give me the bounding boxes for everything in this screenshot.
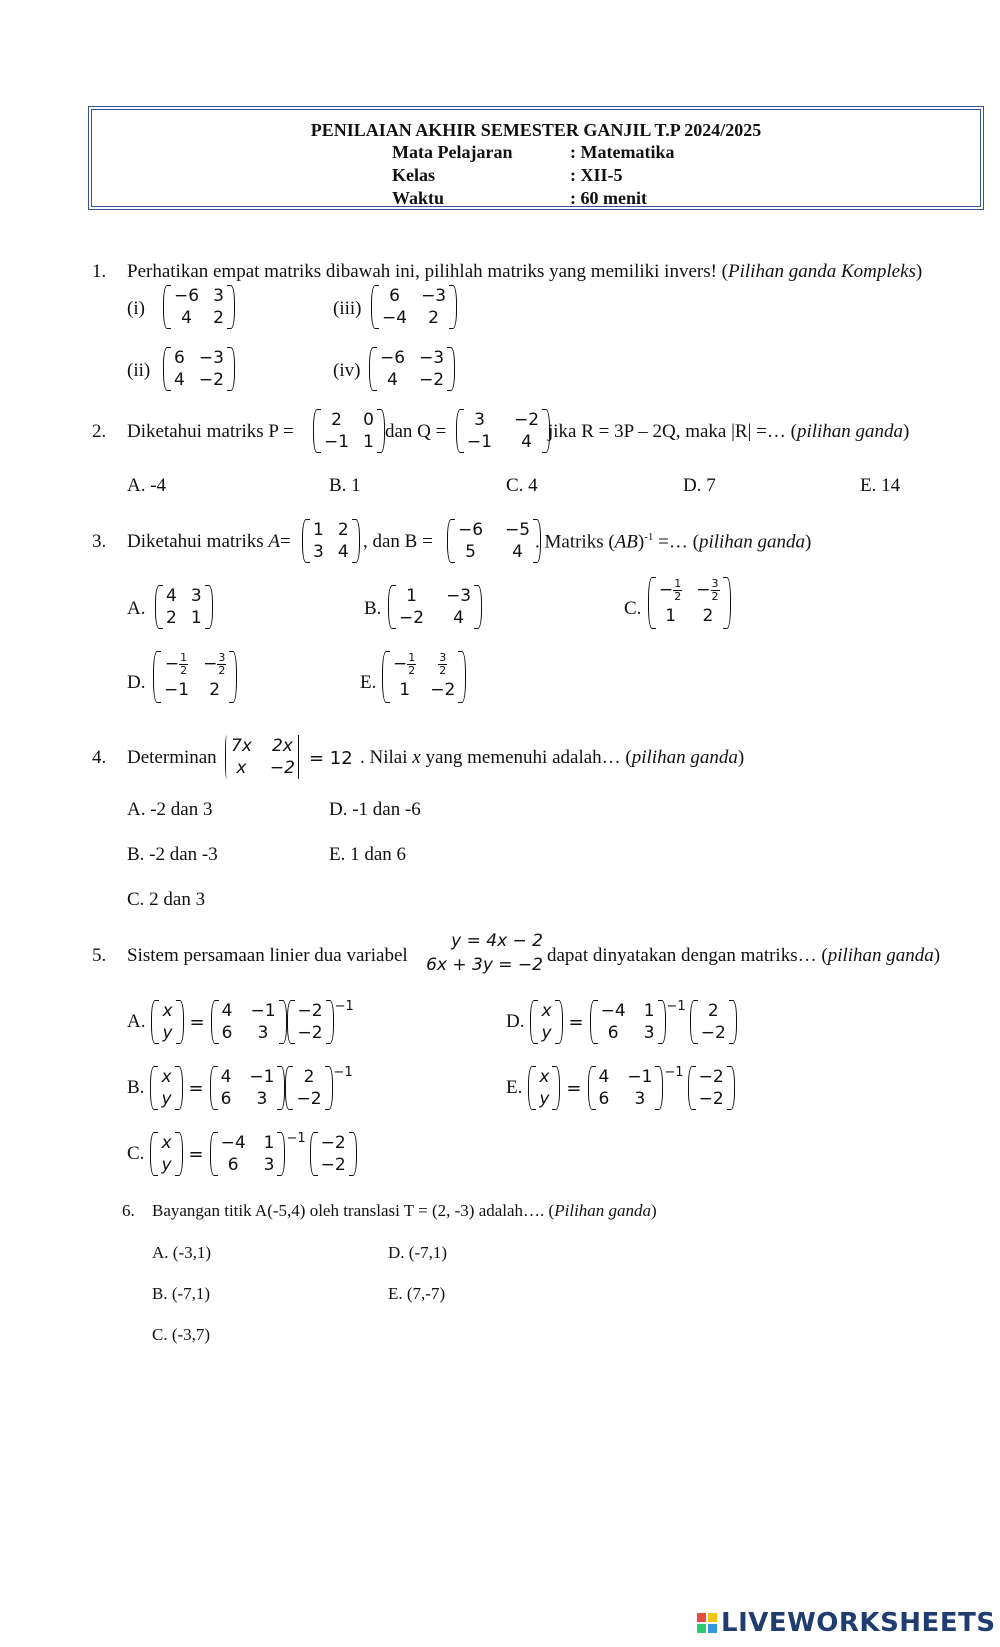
q4-number: 4. — [92, 747, 107, 768]
header-row-time: Waktu : 60 menit — [392, 188, 647, 208]
q4-choice-b[interactable]: B. -2 dan -3 — [127, 844, 218, 865]
q2-text-part1: Diketahui matriks P = — [127, 421, 294, 442]
q2-text-part2: dan Q = — [385, 421, 447, 442]
q3-matrix-b: −6 −5 5 4 — [447, 519, 541, 563]
q6-choice-c[interactable]: C. (-3,7) — [152, 1325, 211, 1344]
q2-number: 2. — [92, 421, 107, 442]
q3-option-d-label: D. — [127, 672, 146, 693]
q1-option-ii-label: (ii) — [127, 360, 151, 381]
q3-option-a-label: A. — [127, 598, 146, 619]
q4-equals: = 12 — [309, 748, 353, 769]
q5-text-part1: Sistem persamaan linier dua variabel — [127, 945, 408, 966]
q2-choice-c[interactable]: C. 4 — [506, 475, 538, 496]
q3-option-c-matrix[interactable]: − $\frac{1}{2}$ − $\frac{3}{2}$ 1 2 — [648, 577, 731, 629]
q4-choice-d[interactable]: D. -1 dan -6 — [329, 799, 421, 820]
q4-choice-c[interactable]: C. 2 dan 3 — [127, 889, 206, 910]
q3-option-a-matrix[interactable]: 4 3 2 1 — [155, 585, 213, 629]
header-row-subject: Mata Pelajaran : Matematika — [392, 142, 675, 162]
q2-choice-e[interactable]: E. 14 — [860, 475, 901, 496]
header-row-class: Kelas : XII-5 — [392, 165, 623, 185]
q3-option-c-label: C. — [624, 598, 642, 619]
q3-option-b-matrix[interactable]: 1 −3 −2 4 — [388, 585, 482, 629]
q3-option-d-matrix[interactable]: − $\frac{1}{2}$ − $\frac{3}{2}$ −1 2 — [153, 651, 237, 703]
q5-option-a[interactable]: A. x y = 4 −1 6 3 −2 −2 −1 — [127, 998, 354, 1043]
liveworksheets-logo: LIVEWORKSHEETS — [697, 1608, 996, 1638]
q1-option-iii-label: (iii) — [333, 298, 362, 319]
q1-option-ii-matrix[interactable]: 6 −3 4 −2 — [163, 347, 235, 391]
exam-header — [88, 106, 984, 210]
q5-text-part2: dapat dinyatakan dengan matriks… (pilihan ganda) — [547, 945, 941, 966]
q3-matrix-a: 1 2 3 4 — [302, 519, 360, 563]
q2-matrix-p: 2 0 −1 1 — [313, 409, 385, 453]
q6-choice-d[interactable]: D. (-7,1) — [388, 1243, 448, 1262]
q3-text-part3: . Matriks (AB)$^{-1}$ =… (pilihan ganda) — [535, 531, 812, 553]
q3-number: 3. — [92, 531, 107, 552]
q5-number: 5. — [92, 945, 107, 966]
q3-option-e-matrix[interactable]: − $\frac{1}{2}$ $\frac{3}{2}$ 1 −2 — [382, 651, 466, 703]
exam-title: PENILAIAN AKHIR SEMESTER GANJIL T.P 2024/2025 — [310, 120, 762, 140]
q2-choice-d[interactable]: D. 7 — [683, 475, 716, 496]
q1-option-i-matrix[interactable]: −6 3 4 2 — [163, 285, 235, 329]
q5-option-b[interactable]: B. x y = 4 −1 6 3 2 −2 −1 — [127, 1064, 353, 1109]
q1-option-iv-label: (iv) — [333, 360, 361, 381]
logo-blocks-icon — [697, 1613, 717, 1633]
q2-text-part3: jika R = 3P – 2Q, maka |R| =… (pilihan ganda) — [548, 421, 910, 442]
q4-choice-a[interactable]: A. -2 dan 3 — [127, 799, 213, 820]
q6-choice-e[interactable]: E. (7,-7) — [388, 1284, 446, 1303]
q6-choice-b[interactable]: B. (-7,1) — [152, 1284, 211, 1303]
q2-matrix-q: 3 −2 −1 4 — [456, 409, 550, 453]
q3-text-part2: , dan B = — [363, 531, 433, 552]
q4-text-part2: . Nilai x yang memenuhi adalah… (pilihan ganda) — [360, 747, 745, 768]
q5-option-c[interactable]: C. x y = −4 1 6 3 −1 −2 −2 — [127, 1132, 357, 1176]
q1-number: 1. — [92, 261, 107, 282]
q6-text: Bayangan titik A(-5,4) oleh translasi T = (2, -3) adalah…. (Pilihan ganda) — [152, 1201, 657, 1220]
q4-choice-e[interactable]: E. 1 dan 6 — [329, 844, 407, 865]
q4-text-part1: Determinan — [127, 747, 217, 768]
q1-option-i-label: (i) — [127, 298, 145, 319]
q2-choice-a[interactable]: A. -4 — [127, 475, 167, 496]
q6-choice-a[interactable]: A. (-3,1) — [152, 1243, 212, 1262]
q3-option-e-label: E. — [360, 672, 377, 693]
q5-option-e[interactable]: E. x y = 4 −1 6 3 −1 −2 −2 — [506, 1066, 735, 1110]
q1-option-iv-matrix[interactable]: −6 −3 4 −2 — [369, 347, 455, 391]
q5-equation-system: y = 4x − 2 6x + 3y = −2 — [426, 931, 543, 975]
q6-number: 6. — [122, 1201, 135, 1220]
q3-text-part1: Diketahui matriks A= — [127, 531, 291, 552]
q5-option-d[interactable]: D. x y = −4 1 6 3 −1 2 −2 — [506, 1000, 737, 1044]
q4-determinant: 7x 2x x −2 — [225, 735, 301, 779]
q2-choice-b[interactable]: B. 1 — [329, 475, 361, 496]
q3-option-b-label: B. — [364, 598, 382, 619]
q1-text: Perhatikan empat matriks dibawah ini, pilihlah matriks yang memiliki invers! (Pilihan ganda Kompleks) — [127, 261, 923, 282]
q1-option-iii-matrix[interactable]: 6 −3 −4 2 — [371, 285, 457, 329]
